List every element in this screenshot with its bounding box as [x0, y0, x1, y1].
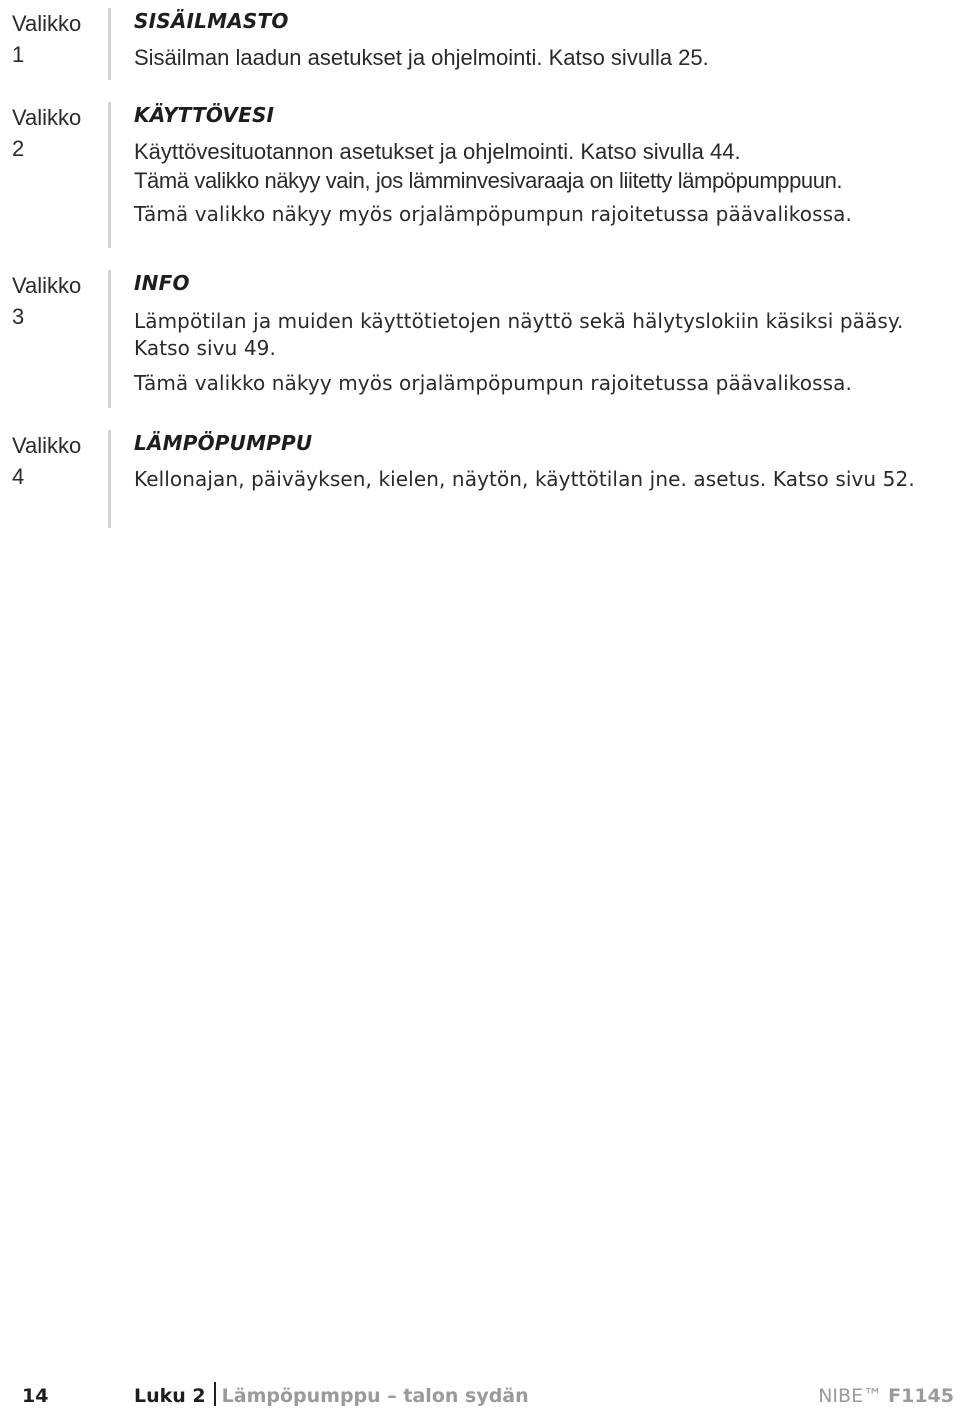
menu-divider-rule: [108, 270, 111, 408]
menu-side-number: 3: [12, 304, 25, 329]
menu-paragraph: Kellonajan, päiväyksen, kielen, näytön, käyttötilan jne. asetus. Katso sivu 52.: [134, 467, 915, 491]
menu-content: [134, 102, 946, 229]
menu-side-label-text: Valikko: [12, 105, 82, 130]
page-footer: [0, 1382, 960, 1414]
menu-side-label-text: Valikko: [12, 433, 82, 458]
product-model: F1145: [888, 1385, 954, 1407]
chapter-label: Luku 2: [134, 1385, 206, 1407]
menu-heading: LÄMPÖPUMPPU: [134, 431, 313, 455]
brand-model: [818, 1382, 954, 1410]
menu-side-number: 1: [12, 42, 25, 67]
menu-paragraph: Tämä valikko näkyy vain, jos lämminvesivaraaja on liitetty lämpöpumppuun.: [134, 168, 843, 193]
menu-divider-rule: [108, 102, 111, 248]
menu-content: [134, 430, 946, 493]
menu-paragraph: Lämpötilan ja muiden käyttötietojen näyttö sekä hälytyslokiin käsiksi pääsy. Katso sivu 49.: [134, 309, 904, 360]
menu-side-label: [12, 8, 106, 70]
menu-divider-rule: [108, 430, 111, 528]
menu-content: [134, 8, 946, 73]
chapter-reference: [134, 1382, 529, 1410]
menu-heading: KÄYTTÖVESI: [134, 103, 275, 127]
menu-side-number: 2: [12, 136, 25, 161]
menu-heading: SISÄILMASTO: [134, 9, 289, 33]
menu-side-label: [12, 430, 106, 492]
page-number: 14: [22, 1385, 49, 1407]
menu-paragraph: Sisäilman laadun asetukset ja ohjelmointi. Katso sivulla 25.: [134, 45, 709, 70]
chapter-title: Lämpöpumppu – talon sydän: [221, 1385, 529, 1407]
menu-side-label-text: Valikko: [12, 273, 82, 298]
menu-side-number: 4: [12, 464, 25, 489]
menu-side-label-text: Valikko: [12, 11, 82, 36]
menu-paragraph: Tämä valikko näkyy myös orjalämpöpumpun rajoitetussa päävalikossa.: [134, 371, 852, 395]
menu-heading: INFO: [134, 271, 190, 295]
menu-side-label: [12, 270, 106, 332]
brand-name: NIBE™: [818, 1385, 883, 1407]
menu-side-label: [12, 102, 106, 164]
menu-paragraph: Käyttövesituotannon asetukset ja ohjelmointi. Katso sivulla 44.: [134, 139, 741, 164]
chapter-separator: [214, 1382, 216, 1406]
menu-content: [134, 270, 946, 398]
menu-divider-rule: [108, 8, 111, 80]
menu-paragraph: Tämä valikko näkyy myös orjalämpöpumpun rajoitetussa päävalikossa.: [134, 202, 852, 226]
